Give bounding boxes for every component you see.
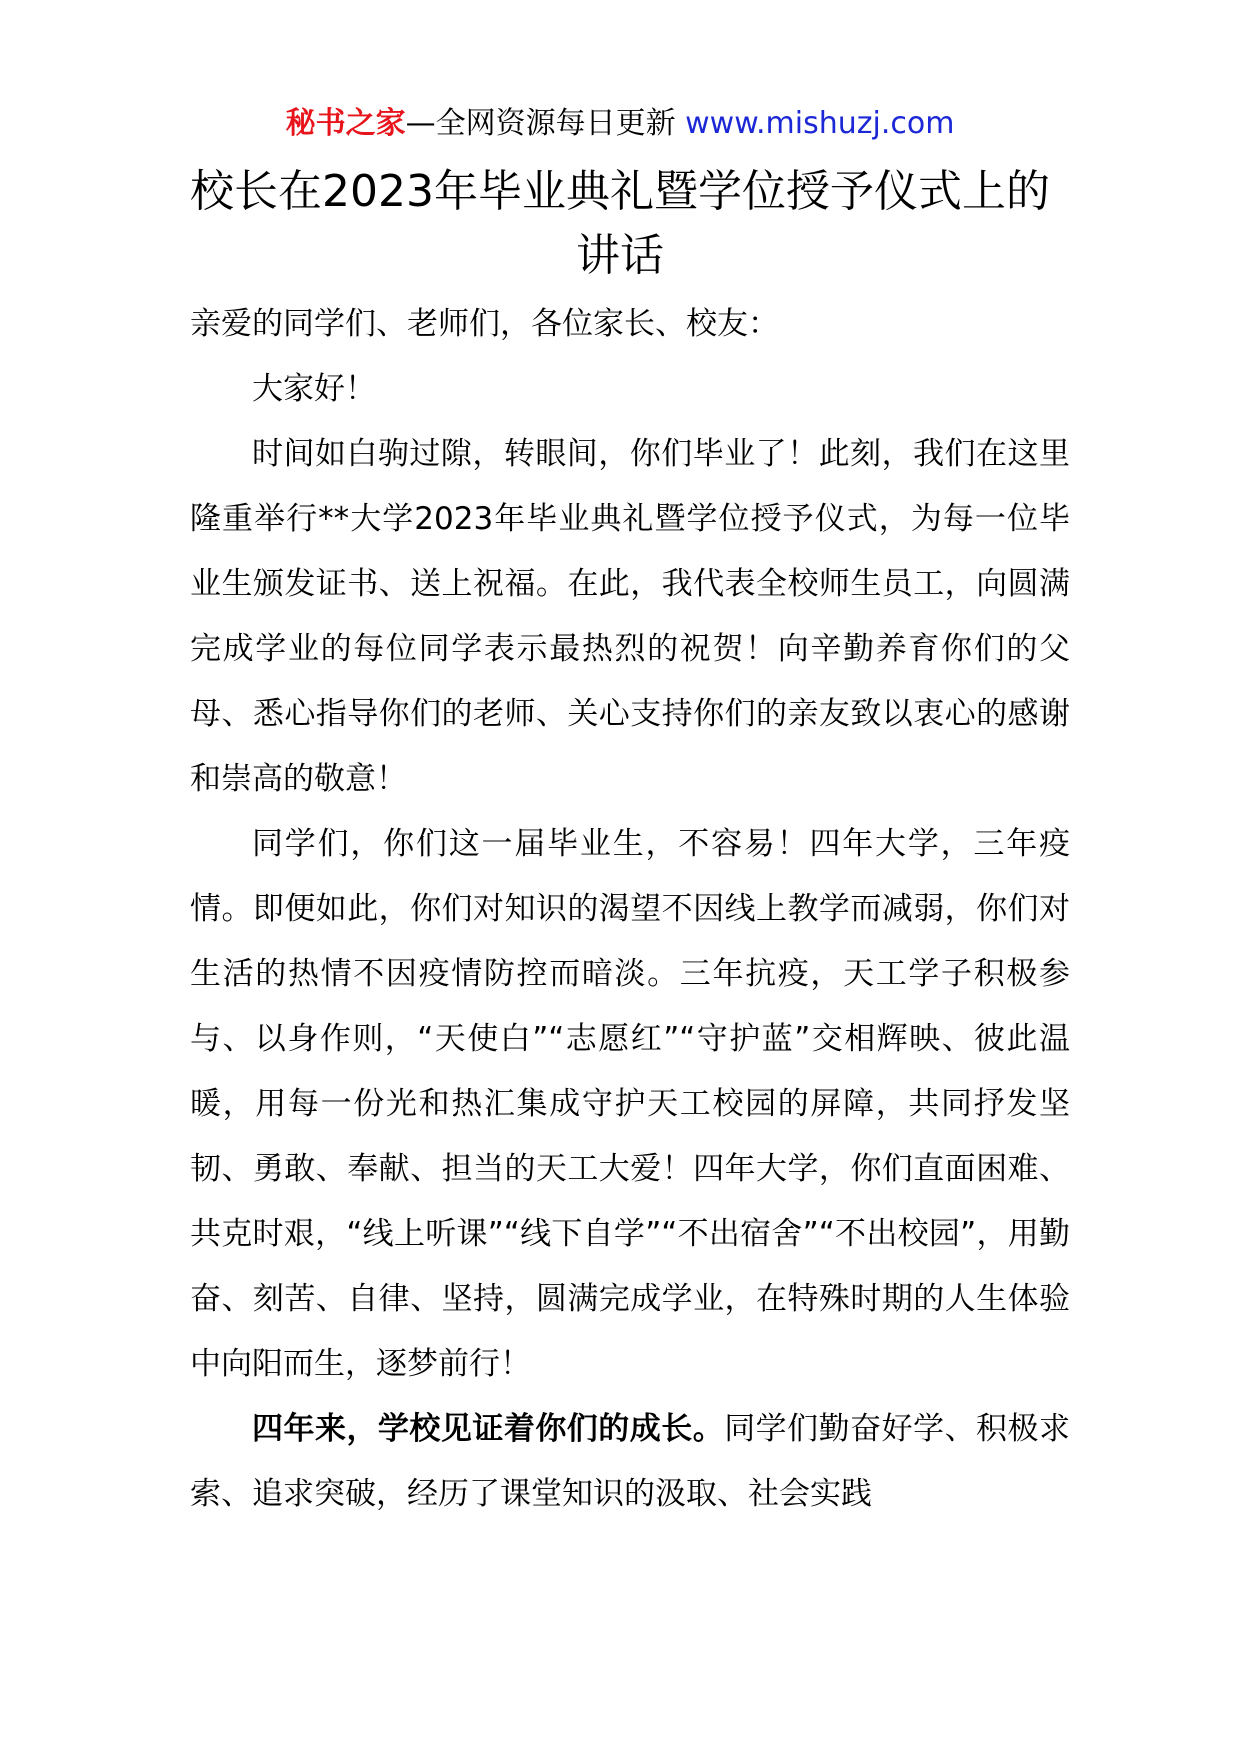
document-title: 校长在2023年毕业典礼暨学位授予仪式上的讲话 bbox=[190, 166, 1050, 281]
paragraph-3-lead: 四年来，学校见证着你们的成长。 bbox=[252, 1411, 725, 1447]
paragraph-3-text: 同学们勤奋好学、积极求索、追求突破，经历了课堂知识的汲取、社会实践 bbox=[190, 1411, 1071, 1512]
greeting: 大家好！ bbox=[252, 371, 376, 407]
header-tagline: —全网资源每日更新 bbox=[405, 106, 686, 141]
paragraph-2: 同学们，你们这一届毕业生，不容易！四年大学，三年疫情。即便如此，你们对知识的渴望不因线上教学而减弱，你们对生活的热情不因疫情防控而暗淡。三年抗疫，天工学子积极参与、以身作则，“天使白”“志愿红”“守护蓝”交相辉映、彼此温暖，用每一份光和热汇集成守护天工校园的屏障，共同抒发坚韧、勇敢、奉献、担当的天工大爱！四年大学，你们直面困难、共克时艰，“线上听课”“线下自学”“不出宿舍”“不出校园”，用勤奋、刻苦、自律、坚持，圆满完成学业，在特殊时期的人生体验中向阳而生，逐梦前行！ bbox=[190, 826, 1070, 1382]
paragraph-1: 时间如白驹过隙，转眼间，你们毕业了！此刻，我们在这里隆重举行**大学2023年毕业典礼暨学位授予仪式，为每一位毕业生颁发证书、送上祝福。在此，我代表全校师生员工，向圆满完成学业的每位同学表示最热烈的祝贺！向辛勤养育你们的父母、悉心指导你们的老师、关心支持你们的亲友致以衷心的感谢和崇高的敬意！ bbox=[190, 436, 1070, 797]
paragraph-3 bbox=[190, 1397, 1070, 1527]
brand-name: 秘书之家 bbox=[285, 106, 406, 141]
document-body bbox=[190, 292, 1070, 1527]
salutation: 亲爱的同学们、老师们，各位家长、校友： bbox=[190, 306, 779, 342]
site-url[interactable]: www.mishuzj.com bbox=[685, 106, 955, 141]
site-header bbox=[0, 102, 1240, 146]
